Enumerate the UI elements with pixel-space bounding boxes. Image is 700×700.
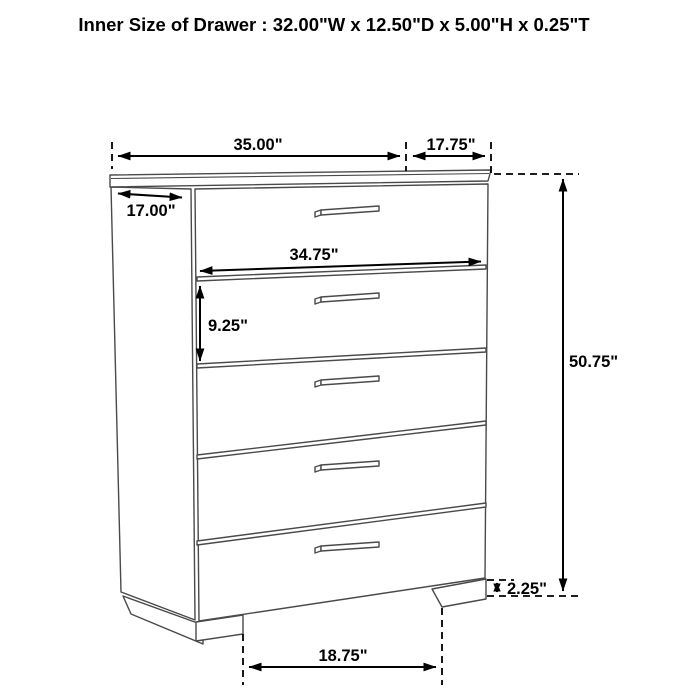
base-height-label: 2.25" xyxy=(507,580,547,598)
drawer-height-label: 9.25" xyxy=(208,317,248,335)
dim-overall-height xyxy=(487,174,618,596)
front-panel xyxy=(195,184,488,621)
dim-base-height xyxy=(487,580,547,598)
side-panel xyxy=(111,187,195,620)
dim-leg-spacing xyxy=(243,608,442,685)
dim-top-depth xyxy=(413,136,491,173)
top-depth-label: 17.75" xyxy=(426,136,476,154)
leg-spacing-label: 18.75" xyxy=(318,647,368,665)
side-depth-label: 17.00" xyxy=(126,202,176,220)
chest-drawing xyxy=(110,170,491,644)
dim-top-width xyxy=(112,136,406,171)
overall-height-label: 50.75" xyxy=(569,353,619,371)
drawer-width-label: 34.75" xyxy=(289,246,339,264)
page-title: Inner Size of Drawer : 32.00"W x 12.50"D x 5.00"H x 0.25"T xyxy=(78,14,590,35)
top-width-label: 35.00" xyxy=(233,136,283,154)
